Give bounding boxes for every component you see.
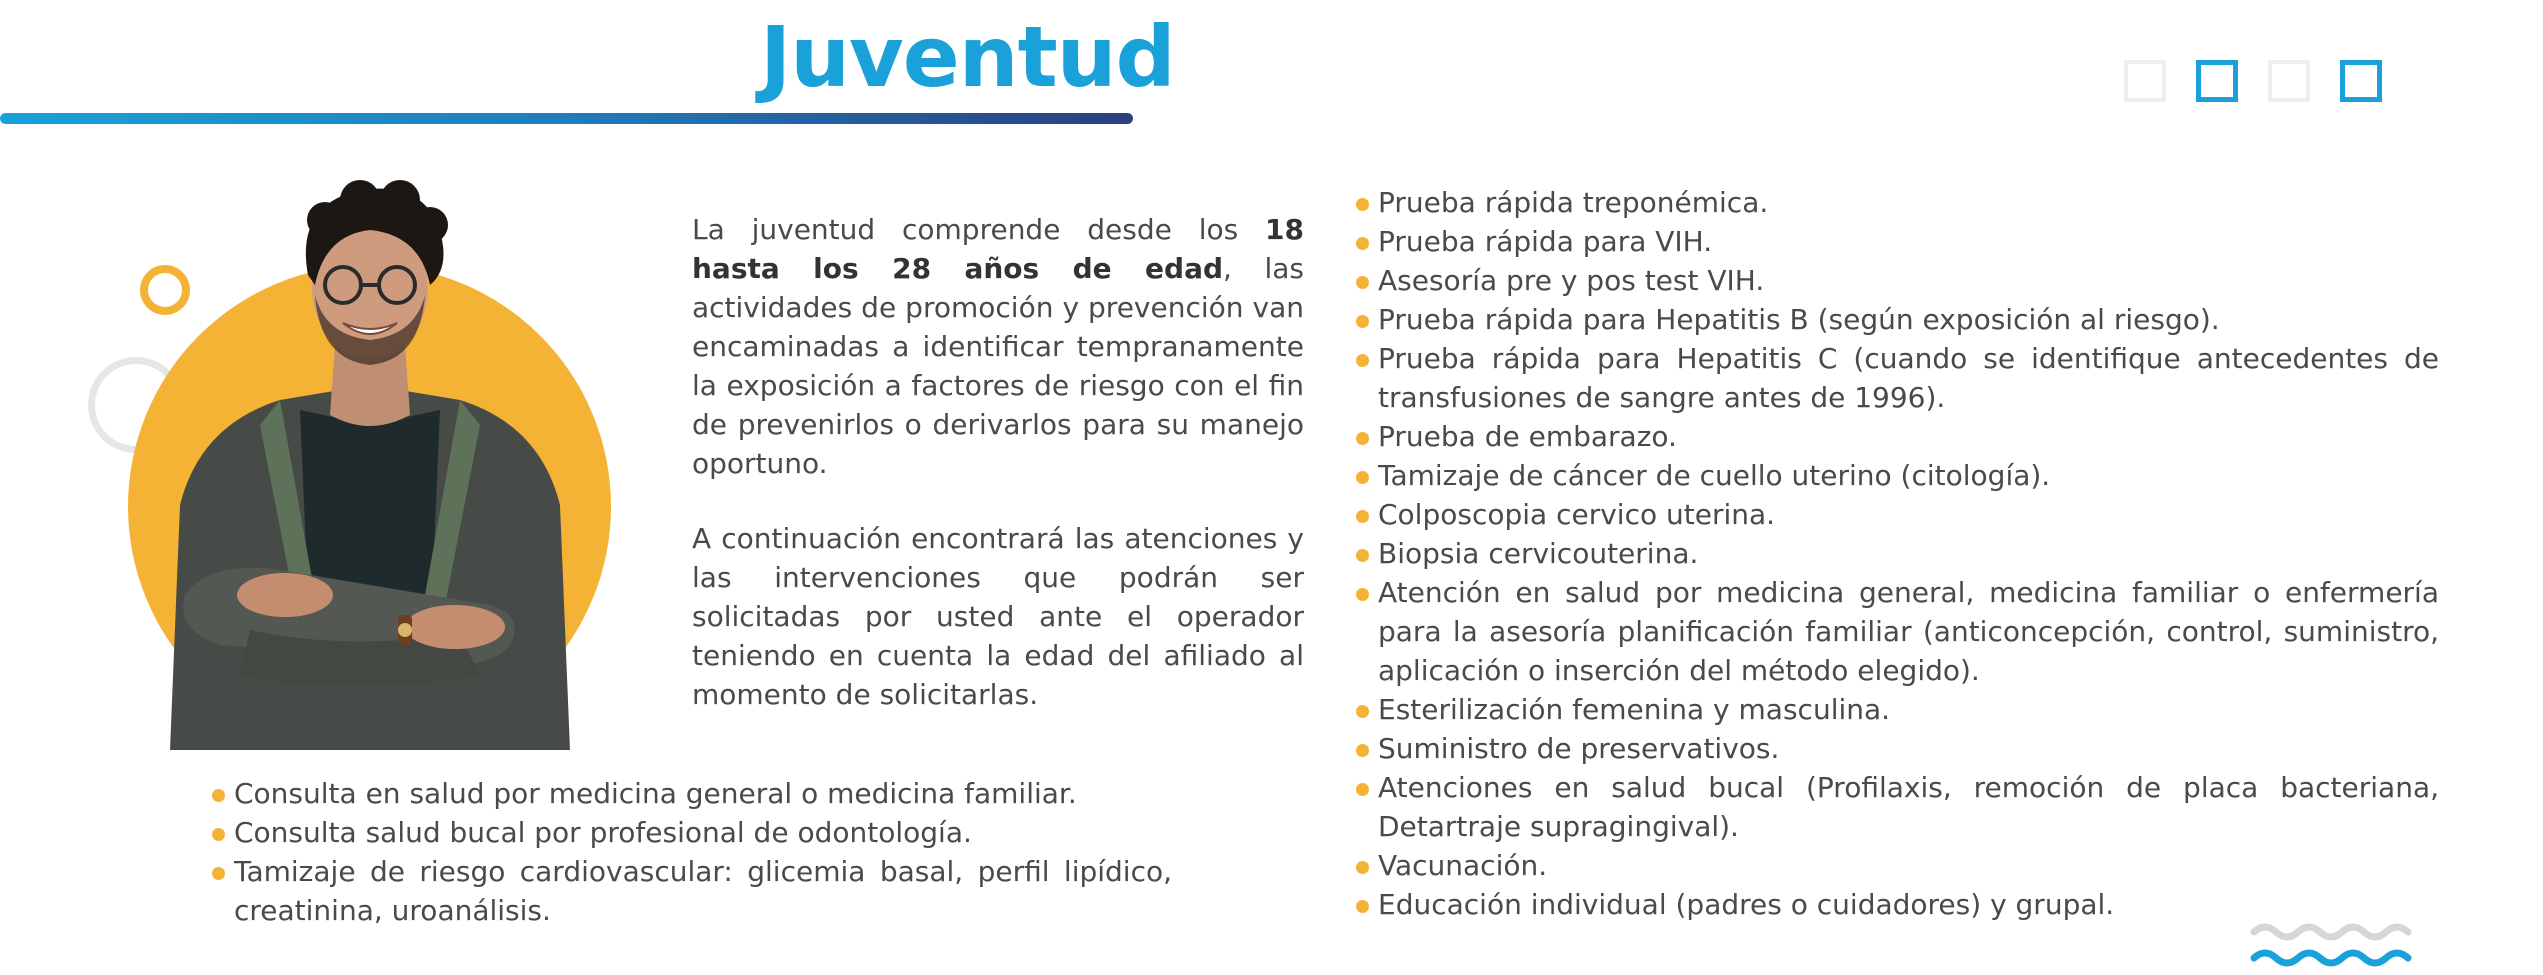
list-item: Esterilización femenina y masculina. (1354, 690, 2439, 729)
list-item: Consulta en salud por medicina general o medicina familiar. (210, 774, 1172, 813)
list-item: Asesoría pre y pos test VIH. (1354, 261, 2439, 300)
list-item: Tamizaje de cáncer de cuello uterino (citología). (1354, 456, 2439, 495)
waves-icon (2250, 918, 2418, 974)
young-man-photo (130, 175, 610, 750)
intro-text (692, 210, 1304, 750)
list-item: Colposcopia cervico uterina. (1354, 495, 2439, 534)
list-item: Prueba rápida treponémica. (1354, 183, 2439, 222)
services-list-left (210, 774, 1172, 930)
decor-square-icon (2340, 60, 2382, 102)
age-range-highlight: 18 hasta los 28 años de edad (692, 213, 1304, 285)
title-underline (0, 113, 1133, 124)
list-item: Prueba rápida para Hepatitis B (según exposición al riesgo). (1354, 300, 2439, 339)
list-item: Prueba rápida para VIH. (1354, 222, 2439, 261)
list-item: Suministro de preservativos. (1354, 729, 2439, 768)
decor-square-icon (2196, 60, 2238, 102)
list-item: Tamizaje de riesgo cardiovascular: glicemia basal, perfil lipídico, creatinina, uroanálisis. (210, 852, 1172, 930)
list-item: Educación individual (padres o cuidadores) y grupal. (1354, 885, 2439, 924)
list-item: Atención en salud por medicina general, medicina familiar o enfermería para la asesoría planificación familiar (anticoncepción, control, suministro, aplicación o inserción del método elegido). (1354, 573, 2439, 690)
intro-paragraph: La juventud comprende desde los 18 hasta los 28 años de edad, las actividades de promoción y prevención van encaminadas a identificar tempranamente la exposición a factores de riesgo con el fin de prevenirlos o derivarlos para su manejo oportuno. (692, 213, 1305, 480)
services-list-right (1354, 183, 2439, 924)
list-item: Consulta salud bucal por profesional de odontología. (210, 813, 1172, 852)
decor-square-icon (2124, 60, 2166, 102)
page-title: Juventud (760, 8, 1175, 106)
list-item: Prueba rápida para Hepatitis C (cuando se identifique antecedentes de transfusiones de sangre antes de 1996). (1354, 339, 2439, 417)
intro-paragraph: A continuación encontrará las atenciones y las intervenciones que podrán ser solicitadas por usted ante el operador teniendo en cuenta la edad del afiliado al momento de solicitarlas. (692, 522, 1304, 711)
list-item: Prueba de embarazo. (1354, 417, 2439, 456)
list-item: Biopsia cervicouterina. (1354, 534, 2439, 573)
decor-square-icon (2268, 60, 2310, 102)
list-item: Atenciones en salud bucal (Profilaxis, remoción de placa bacteriana, Detartraje supragingival). (1354, 768, 2439, 846)
list-item: Vacunación. (1354, 846, 2439, 885)
